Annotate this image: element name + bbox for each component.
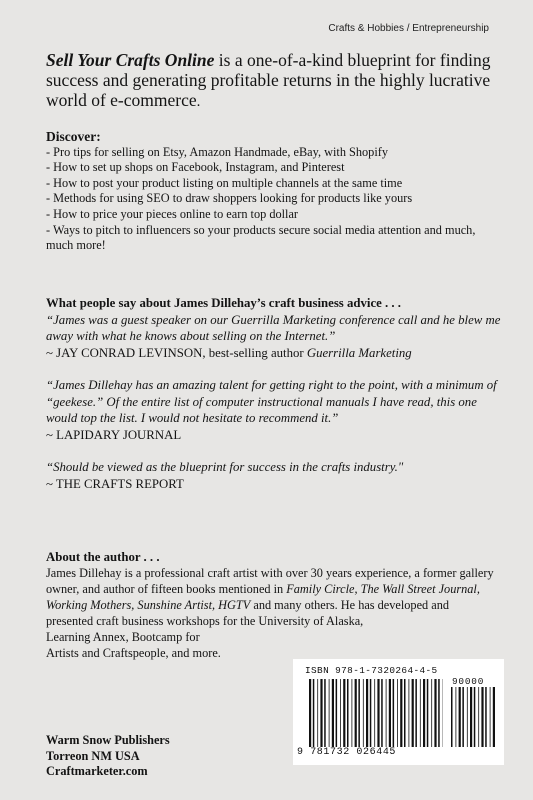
discover-section <box>46 129 503 254</box>
discover-heading: Discover: <box>46 129 101 144</box>
testimonial-quote: “James Dillehay has an amazing talent for getting right to the point, with a minimum of “geekese.” Of the entire list of computer instructional manuals I have read, this one would top the list. I would not hesitate to recommend it.” <box>46 378 497 425</box>
about-publications: Family Circle, The Wall Street Journal, Working Mothers, Sunshine Artist, HGTV <box>46 582 480 612</box>
about-text-2: and many others. He has developed and presented craft business workshops for the University of Alaska, <box>46 598 450 628</box>
book-title: Sell Your Crafts Online <box>46 50 215 70</box>
barcode-digits: 9 781732 026445 <box>297 747 397 758</box>
testimonials-heading: What people say about James Dillehay’s craft business advice . . . <box>46 296 402 310</box>
publisher-name: Warm Snow Publishers <box>46 733 170 747</box>
publisher-location: Torreon NM USA <box>46 748 140 763</box>
category-label: Crafts & Hobbies / Entrepreneurship <box>328 23 489 34</box>
about-line: Artists and Craftspeople, and more. <box>46 646 221 660</box>
about-line: Learning Annex, Bootcamp for <box>46 630 200 644</box>
testimonials-section <box>46 295 503 492</box>
about-text: James Dillehay is a professional craft artist with over 30 years experience, a former gallery owner, and author of fifteen books mentioned in <box>46 566 494 596</box>
discover-item: - How to price your pieces online to earn top dollar <box>46 206 299 221</box>
intro-period: . <box>196 94 201 110</box>
isbn-text: ISBN 978-1-7320264-4-5 <box>305 665 438 676</box>
barcode-addon-bars-icon <box>451 687 495 747</box>
testimonial-quote: “James was a guest speaker on our Guerrilla Marketing conference call and he blew me away with what he knows about selling on the Internet.” <box>46 312 501 343</box>
about-paragraph <box>46 565 496 629</box>
about-section <box>46 549 503 661</box>
barcode-bars-icon <box>309 679 443 747</box>
attribution-book: Guerrilla Marketing <box>306 345 412 360</box>
attribution-text: ~ JAY CONRAD LEVINSON, best-selling author <box>46 345 307 360</box>
discover-item: - Methods for using SEO to draw shoppers looking for products like yours <box>46 191 413 206</box>
testimonial-attribution <box>46 345 503 362</box>
discover-item: - How to post your product listing on multiple channels at the same time <box>46 175 403 190</box>
barcode-addon-digits: 90000 <box>452 676 485 687</box>
intro-text: is a one-of-a-kind blueprint for finding success and generating profitable returns in the highly lucrative world of e-commerce <box>46 50 491 110</box>
isbn-barcode <box>293 659 504 765</box>
discover-item: - Pro tips for selling on Etsy, Amazon Handmade, eBay, with Shopify <box>46 144 388 159</box>
publisher-website: Craftmarketer.com <box>46 764 148 778</box>
about-heading: About the author . . . <box>46 550 160 564</box>
testimonial-attribution: ~ LAPIDARY JOURNAL <box>46 427 182 442</box>
testimonial-quote: “Should be viewed as the blueprint for success in the crafts industry." <box>46 460 404 474</box>
discover-item: - How to set up shops on Facebook, Instagram, and Pinterest <box>46 160 345 175</box>
publisher-info <box>46 733 170 780</box>
intro-paragraph <box>46 50 503 112</box>
testimonial-attribution: ~ THE CRAFTS REPORT <box>46 476 184 491</box>
discover-item: - Ways to pitch to influencers so your products secure social media attention and much, much more! <box>46 222 476 253</box>
